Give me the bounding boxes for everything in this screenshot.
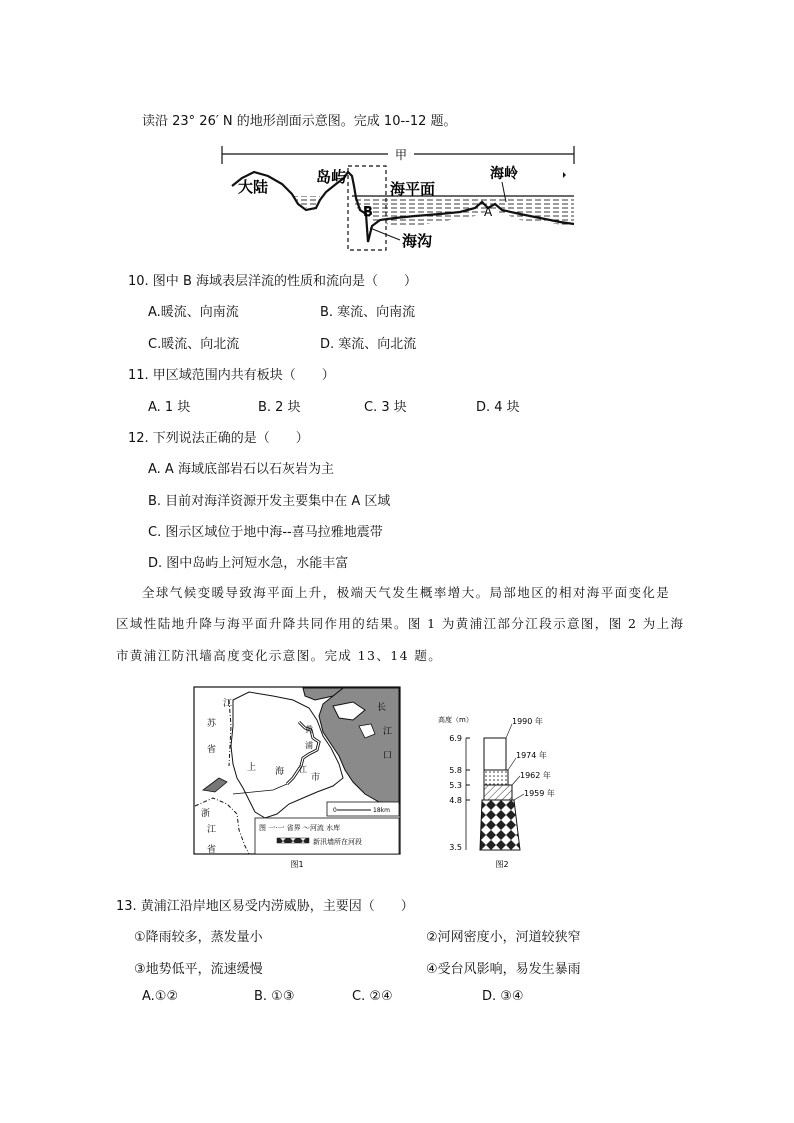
wall-1962 bbox=[484, 785, 512, 800]
svg-text:新汛墙所在河段: 新汛墙所在河段 bbox=[313, 838, 362, 846]
svg-text:口: 口 bbox=[383, 751, 393, 761]
year-1962: 1962 年 bbox=[520, 771, 551, 780]
q12-option-d[interactable]: D. 图中岛屿上河短水急，水能丰富 bbox=[148, 556, 349, 571]
q13-option-c[interactable]: C. ②④ bbox=[352, 989, 393, 1004]
q13-stem: 13. 黄浦江沿岸地区易受内涝威胁，主要因（ ） bbox=[116, 899, 414, 914]
svg-text:浙: 浙 bbox=[201, 809, 211, 819]
huangpu-map-figure bbox=[193, 686, 403, 870]
svg-text:0: 0 bbox=[333, 807, 337, 814]
year-1959: 1959 年 bbox=[524, 789, 555, 798]
year-1974: 1974 年 bbox=[516, 751, 547, 760]
chart-caption: 图2 bbox=[495, 860, 509, 869]
svg-text:浦: 浦 bbox=[305, 741, 313, 750]
q13-statement-3: ③地势低平，流速缓慢 bbox=[134, 962, 263, 977]
q13-option-d[interactable]: D. ③④ bbox=[482, 989, 524, 1004]
svg-text:18km: 18km bbox=[373, 807, 390, 814]
island-label: 岛屿 bbox=[316, 168, 347, 186]
svg-text:江: 江 bbox=[383, 727, 393, 737]
q11-stem: 11. 甲区域范围内共有板块（ ） bbox=[128, 368, 335, 383]
q13-statement-2: ②河网密度小，河道较狭窄 bbox=[426, 930, 581, 945]
tick-3-5: 3.5 bbox=[449, 843, 462, 852]
q11-option-b[interactable]: B. 2 块 bbox=[258, 400, 301, 415]
tick-5-3: 5.3 bbox=[449, 781, 462, 790]
jia-label: 甲 bbox=[394, 148, 408, 162]
ridge-label: 海岭 bbox=[490, 166, 518, 182]
svg-text:黄: 黄 bbox=[305, 725, 313, 734]
svg-text:江: 江 bbox=[299, 765, 307, 774]
q13-option-b[interactable]: B. ①③ bbox=[254, 989, 295, 1004]
q12-option-a[interactable]: A. A 海域底部岩石以石灰岩为主 bbox=[148, 462, 334, 477]
svg-text:江: 江 bbox=[223, 699, 233, 709]
svg-text:省: 省 bbox=[207, 845, 217, 855]
q13-option-a[interactable]: A.①② bbox=[142, 989, 179, 1004]
wall-1959 bbox=[480, 800, 520, 850]
q12-stem: 12. 下列说法正确的是（ ） bbox=[128, 431, 309, 446]
label-a: A bbox=[484, 205, 493, 219]
svg-text:上: 上 bbox=[247, 763, 257, 773]
tick-4-8: 4.8 bbox=[449, 796, 462, 805]
chart-ylabel: 高度（m） bbox=[438, 716, 473, 724]
q13-statement-1: ①降雨较多，蒸发量小 bbox=[134, 930, 263, 945]
flood-wall-chart bbox=[436, 710, 586, 870]
wall-1974 bbox=[484, 770, 508, 785]
intro-text-1: 读沿 23° 26′ N 的地形剖面示意图。完成 10--12 题。 bbox=[142, 114, 457, 129]
svg-text:省: 省 bbox=[207, 745, 217, 755]
q10-option-b[interactable]: B. 寒流、向南流 bbox=[320, 305, 416, 320]
q10-option-c[interactable]: C.暖流、向北流 bbox=[148, 337, 240, 352]
sea-level-label: 海平面 bbox=[390, 180, 436, 198]
q10-stem: 10. 图中 B 海域表层洋流的性质和流向是（ ） bbox=[128, 274, 417, 289]
q10-option-a[interactable]: A.暖流、向南流 bbox=[148, 305, 239, 320]
q10-option-d[interactable]: D. 寒流、向北流 bbox=[320, 337, 417, 352]
intro-text-2-line2: 区域性陆地升降与海平面升降共同作用的结果。图 1 为黄浦江部分江段示意图，图 2 为上海 bbox=[116, 616, 685, 631]
svg-text:苏: 苏 bbox=[207, 719, 217, 729]
svg-text:市: 市 bbox=[311, 773, 321, 783]
intro-text-2-line3: 市黄浦江防汛墙高度变化示意图。完成 13、14 题。 bbox=[116, 648, 443, 663]
terrain-profile-figure bbox=[220, 142, 580, 254]
tick-6-9: 6.9 bbox=[449, 734, 462, 743]
q11-option-d[interactable]: D. 4 块 bbox=[476, 400, 520, 415]
year-1990: 1990 年 bbox=[512, 717, 543, 726]
svg-text:海: 海 bbox=[275, 767, 285, 777]
svg-text:长: 长 bbox=[377, 703, 387, 713]
svg-text:江: 江 bbox=[207, 825, 217, 835]
intro-text-2-line1: 全球气候变暖导致海平面上升，极端天气发生概率增大。局部地区的相对海平面变化是 bbox=[142, 585, 671, 600]
q12-option-c[interactable]: C. 图示区域位于地中海--喜马拉雅地震带 bbox=[148, 525, 383, 540]
svg-text:图 一·一 省界 ～河流 水库: 图 一·一 省界 ～河流 水库 bbox=[259, 824, 341, 832]
q12-option-b[interactable]: B. 目前对海洋资源开发主要集中在 A 区域 bbox=[148, 494, 391, 509]
wall-1990 bbox=[484, 738, 506, 770]
label-b: B bbox=[363, 205, 373, 220]
q11-option-c[interactable]: C. 3 块 bbox=[364, 400, 407, 415]
q13-statement-4: ④受台风影响，易发生暴雨 bbox=[426, 962, 581, 977]
trench-label: 海沟 bbox=[402, 232, 433, 250]
map-caption: 图1 bbox=[290, 860, 304, 869]
tick-5-8: 5.8 bbox=[449, 766, 462, 775]
q11-option-a[interactable]: A. 1 块 bbox=[148, 400, 191, 415]
mainland-label: 大陆 bbox=[238, 178, 269, 196]
